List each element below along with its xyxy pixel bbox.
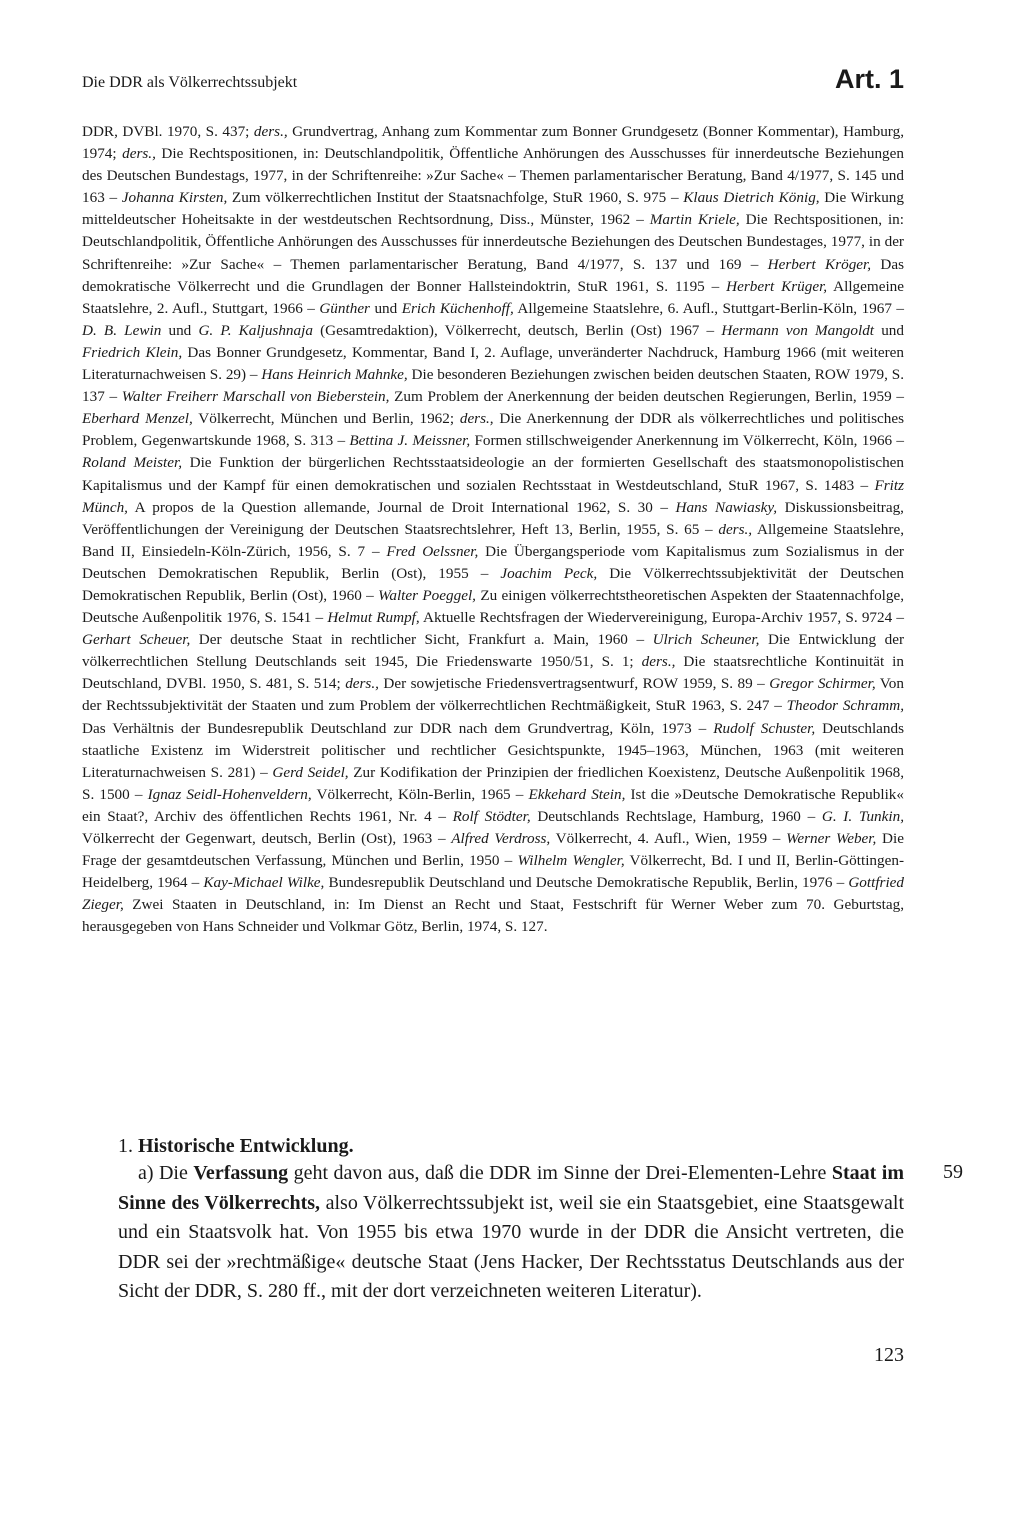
text-run: Der deutsche Staat in rechtlicher Sicht, Frankfurt a. Main, 1960 – <box>190 631 653 649</box>
author-name: Fritz Münch, <box>82 476 904 516</box>
text-run: Zum völkerrechtlichen Institut der Staatsnachfolge, StuR 1960, S. 975 – <box>227 189 684 207</box>
emphasis-text: Staat im Sinne des Völkerrechts, <box>118 1162 904 1214</box>
text-run: und <box>874 321 904 339</box>
text-run: Aktuelle Rechtsfragen der Wiedervereinigung, Europa-Archiv 1957, S. 9724 – <box>419 609 904 627</box>
author-name: Werner Weber, <box>786 830 877 847</box>
section-title: Historische Entwicklung. <box>138 1135 354 1157</box>
author-name: Rolf Stödter, <box>452 807 531 825</box>
text-run: und <box>161 321 199 339</box>
author-name: Theodor Schramm, <box>786 697 904 715</box>
author-name: Walter Freiherr Marschall von Bieberstein, <box>121 388 390 406</box>
text-run: Formen stillschweigender Anerkennung im Völkerrecht, Köln, 1966 – <box>470 432 905 450</box>
article-number: Art. 1 <box>834 64 904 94</box>
author-name: Martin Kriele, <box>649 211 740 229</box>
author-name: Ekkehard Stein, <box>528 785 626 803</box>
text-run: Völkerrecht der Gegenwart, deutsch, Berlin (Ost), 1963 – <box>82 830 452 847</box>
text-run: Die staatsrechtliche Kontinuität in Deutschland, DVBl. 1950, S. 481, S. 514; <box>82 653 904 693</box>
text-run: Völkerrecht, 4. Aufl., Wien, 1959 – <box>550 830 787 847</box>
author-name: Friedrich Klein, <box>82 343 183 361</box>
author-name: G. I. Tunkin, <box>821 807 904 825</box>
text-run: Allgemeine Staatslehre, Band II, Einsiedeln-Köln-Zürich, 1956, S. 7 – <box>82 520 904 560</box>
text-run: Die Entwicklung der völkerrechtlichen Stellung Deutschlands seit 1945, Die Friedenswarte 1950/51, S. 1; <box>82 631 905 671</box>
author-name: Herbert Kröger, <box>767 255 872 273</box>
author-name: Joachim Peck, <box>500 564 598 582</box>
author-name: Herbert Krüger, <box>726 277 828 295</box>
text-run: geht davon aus, daß die DDR im Sinne der Drei-Elementen-Lehre <box>288 1162 832 1184</box>
author-name: Bettina J. Meissner, <box>349 432 471 450</box>
author-name: Eberhard Menzel, <box>82 410 193 428</box>
text-run: Zwei Staaten in Deutschland, in: Im Dienst an Recht und Staat, Festschrift für Werner Weber zum 70. Geburtstag, herausgegeben von Hans Schneider und Volkmar Götz, Berlin, 1974, S. 127. <box>82 896 904 936</box>
author-name: Gregor Schirmer, <box>769 675 876 693</box>
author-name: Fred Oelssner, <box>386 542 479 560</box>
text-run: Deutschlands staatliche Existenz im Widerstreit politischer und rechtlicher Gesichtspunkte, 1945–1963, München, 1963 (mit weiteren Literaturnachweisen S. 281) – <box>82 719 905 781</box>
author-name: Rudolf Schuster, <box>713 719 816 737</box>
margin-number: 59 <box>943 1161 963 1183</box>
author-name: ders., <box>345 675 379 693</box>
text-run: und <box>369 299 402 317</box>
text-run: a) Die <box>138 1162 194 1184</box>
text-run: Das demokratische Völkerrecht und die Grundlagen der Bonner Hallsteindoktrin, StuR 1961, S. 1195 – <box>82 255 905 295</box>
text-run: Zum Problem der Anerkennung der beiden deutschen Regierungen, Berlin, 1959 – <box>389 388 904 406</box>
text-run: Das Bonner Grundgesetz, Kommentar, Band I, 2. Auflage, unveränderter Nachdruck, Hamburg 1966 (mit weiteren Literaturnachweisen S. 29) – <box>82 343 904 384</box>
text-run: A propos de la Question allemande, Journal de Droit International 1962, S. 30 – <box>127 498 676 516</box>
author-name: Erich Küchenhoff, <box>401 299 514 317</box>
author-name: Ulrich Scheuner, <box>652 631 760 649</box>
text-run: Zu einigen völkerrechtstheoretischen Aspekten der Staatennachfolge, Deutsche Außenpolitik 1976, S. 1541 – <box>82 586 905 627</box>
emphasis-text: Verfassung <box>193 1162 289 1184</box>
text-run: Die Völkerrechtssubjektivität der Deutschen Demokratischen Republik, Berlin (Ost), 1960 – <box>82 564 904 604</box>
text-run: Allgemeine Staatslehre, 6. Aufl., Stuttgart-Berlin-Köln, 1967 – <box>513 299 905 317</box>
text-run: Die Rechtspositionen, in: Deutschlandpolitik, Öffentliche Anhörungen des Ausschusses für innerdeutsche Beziehungen des Deutschen Bundestages, 1977, in der Schriftenreihe: »Zur Sache« – Themen parlamentarischer Beratung, Band 4/1977, S. 137 und 169 – <box>82 211 904 273</box>
author-name: ders., <box>122 145 156 163</box>
text-run: Diskussionsbeitrag, Veröffentlichungen der Vereinigung der Deutschen Staatsrechtslehrer, Heft 13, Berlin, 1955, S. 65 – <box>82 498 904 538</box>
text-run: Grundvertrag, Anhang zum Kommentar zum Bonner Grundgesetz (Bonner Kommentar), Hamburg, 1974; <box>82 123 904 163</box>
text-run: Allgemeine Staatslehre, 2. Aufl., Stuttgart, 1966 – <box>82 277 905 317</box>
author-name: Gerd Seidel, <box>272 763 349 781</box>
bibliography-block <box>82 121 904 938</box>
text-run: Die besonderen Beziehungen zwischen beiden deutschen Staaten, ROW 1979, S. 137 – <box>82 366 904 406</box>
text-run: Zur Kodifikation der Prinzipien der friedlichen Koexistenz, Deutsche Außenpolitik 1968, S. 1500 – <box>82 763 904 803</box>
page-number: 123 <box>874 1344 904 1366</box>
author-name: Gerhart Scheuer, <box>82 631 191 649</box>
text-run: Die Anerkennung der DDR als völkerrechtliches und politisches Problem, Gegenwartskunde 1968, S. 313 – <box>82 410 905 450</box>
text-run: Die Rechtspositionen, in: Deutschlandpolitik, Öffentliche Anhörungen des Ausschusses für innerdeutsche Beziehungen des Deutschen Bundestags, 1977, in der Schriftenreihe: »Zur Sache« – Themen parlamentarischer Beratung, Band 4/1977, S. 145 und 163 – <box>82 145 904 207</box>
author-name: Johanna Kirsten, <box>121 189 228 207</box>
author-name: Walter Poeggel, <box>378 586 476 604</box>
text-run: Völkerrecht, München und Berlin, 1962; <box>192 410 460 428</box>
author-name: ders., <box>459 410 494 428</box>
text-run: Der sowjetische Friedensvertragsentwurf, ROW 1959, S. 89 – <box>378 675 770 693</box>
text-run: Deutschlands Rechtslage, Hamburg, 1960 – <box>530 807 822 825</box>
author-name: ders., <box>718 520 753 538</box>
author-name: Gottfried Zieger, <box>82 874 904 914</box>
text-run: DDR, DVBl. 1970, S. 437; <box>82 123 254 140</box>
text-run: Die Frage der gesamtdeutschen Verfassung, München und Berlin, 1950 – <box>82 830 904 870</box>
author-name: Günther <box>319 299 370 317</box>
author-name: Wilhelm Wengler, <box>517 852 625 870</box>
text-run: Das Verhältnis der Bundesrepublik Deutschland zur DDR nach dem Grundvertrag, Köln, 1973 – <box>82 719 714 737</box>
text-run: Bundesrepublik Deutschland und Deutsche Demokratische Republik, Berlin, 1976 – <box>324 874 849 892</box>
author-name: ders., <box>253 123 288 140</box>
author-name: Hans Nawiasky, <box>675 498 778 516</box>
author-name: Kay-Michael Wilke, <box>203 874 325 892</box>
author-name: Ignaz Seidl-Hohenveldern, <box>147 785 312 803</box>
author-name: ders., <box>641 653 676 671</box>
author-name: G. P. Kaljushnaja <box>198 321 313 339</box>
text-run: Ist die »Deutsche Demokratische Republik« ein Staat?, Archiv des öffentlichen Rechts 1961, Nr. 4 – <box>82 785 904 825</box>
text-run: (Gesamtredaktion), Völkerrecht, deutsch, Berlin (Ost) 1967 – <box>312 321 722 339</box>
text-run: Von der Rechtssubjektivität der Staaten und zum Problem der völkerrechtlichen Rechtmäßigkeit, StuR 1963, S. 247 – <box>82 675 904 715</box>
body-paragraph <box>118 1159 904 1307</box>
author-name: Klaus Dietrich König, <box>683 189 820 207</box>
text-run: also Völkerrechtssubjekt ist, weil sie ein Staatsgebiet, eine Staatsgewalt und ein Staatsvolk hat. Von 1955 bis etwa 1970 wurde in der DDR die Ansicht vertreten, die DDR sei der »rechtmäßige« deutsche Staat (Jens Hacker, Der Rechtsstatus Deutschlands aus der Sicht der DDR, S. 280 ff., mit der dort verzeichneten weiteren Literatur). <box>118 1191 905 1303</box>
text-run: Völkerrecht, Köln-Berlin, 1965 – <box>311 785 529 803</box>
author-name: Hermann von Mangoldt <box>721 321 875 339</box>
author-name: Roland Meister, <box>82 454 182 472</box>
text-run: Völkerrecht, Bd. I und II, Berlin-Göttingen-Heidelberg, 1964 – <box>82 852 905 892</box>
text-run: Die Wirkung mitteldeutscher Hoheitsakte in der westdeutschen Rechtsordnung, Diss., Münster, 1962 – <box>82 189 904 229</box>
section-heading <box>118 1135 354 1158</box>
text-run: Die Funktion der bürgerlichen Rechtsstaatsideologie an der formierten Gesellschaft des staatsmonopolistischen Kapitalismus und der Kampf für einen demokratischen und sozialen Rechtsstaat in Westdeutschland, StuR 1967, S. 1483 – <box>82 454 904 494</box>
running-head-title: Die DDR als Völkerrechtssubjekt <box>82 74 298 91</box>
author-name: Hans Heinrich Mahnke, <box>261 366 408 384</box>
author-name: Alfred Verdross, <box>451 830 551 847</box>
author-name: Helmut Rumpf, <box>327 609 420 627</box>
section-number: 1. <box>118 1135 133 1157</box>
author-name: D. B. Lewin <box>82 321 162 339</box>
text-run: Die Übergangsperiode vom Kapitalismus zum Sozialismus in der Deutschen Demokratischen Republik, Berlin (Ost), 1955 – <box>82 542 904 582</box>
